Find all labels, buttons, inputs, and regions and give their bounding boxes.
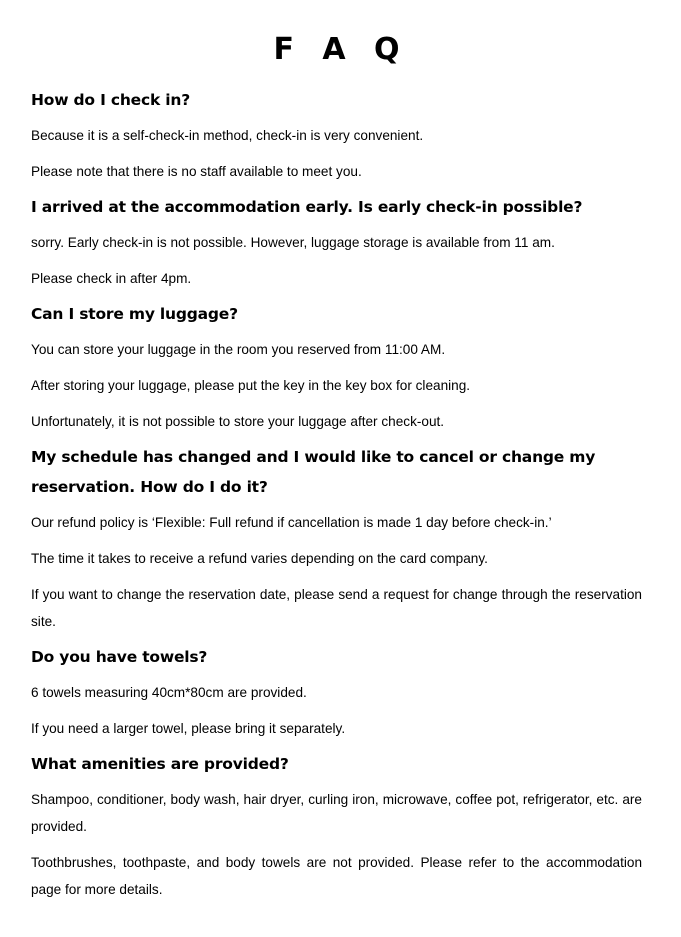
faq-answer: If you need a larger towel, please bring it separately.: [31, 721, 346, 736]
faq-item-luggage: [31, 299, 642, 435]
faq-answer: Because it is a self-check-in method, check-in is very convenient.: [31, 128, 424, 143]
faq-item-amenities: [31, 749, 642, 903]
faq-item-towels: [31, 642, 642, 742]
faq-answer: If you want to change the reservation date, please send a request for change through the reservation site.: [31, 587, 642, 629]
faq-question: Do you have towels?: [31, 648, 208, 666]
faq-answer: Toothbrushes, toothpaste, and body towels are not provided. Please refer to the accommodation page for more details.: [31, 855, 642, 897]
faq-answer: Unfortunately, it is not possible to store your luggage after check-out.: [31, 414, 445, 429]
faq-answer: Please check in after 4pm.: [31, 271, 192, 286]
faq-question: How do I check in?: [31, 91, 191, 109]
faq-answer: After storing your luggage, please put the key in the key box for cleaning.: [31, 378, 471, 393]
faq-question: What amenities are provided?: [31, 755, 289, 773]
page-title: F A Q: [273, 32, 409, 67]
faq-item-cancel-change: [31, 442, 642, 635]
faq-answer: Shampoo, conditioner, body wash, hair dryer, curling iron, microwave, coffee pot, refrigerator, etc. are provided.: [31, 792, 642, 834]
faq-answer: sorry. Early check-in is not possible. However, luggage storage is available from 11 am.: [31, 235, 555, 250]
faq-answer: You can store your luggage in the room you reserved from 11:00 AM.: [31, 342, 446, 357]
faq-answer: Please note that there is no staff available to meet you.: [31, 164, 362, 179]
faq-question: My schedule has changed and I would like to cancel or change my reservation. How do I do it?: [31, 448, 596, 496]
faq-question: I arrived at the accommodation early. Is early check-in possible?: [31, 198, 583, 216]
faq-question: Can I store my luggage?: [31, 305, 238, 323]
faq-answer: Our refund policy is ‘Flexible: Full refund if cancellation is made 1 day before check-in.’: [31, 515, 552, 530]
faq-answer: The time it takes to receive a refund varies depending on the card company.: [31, 551, 488, 566]
faq-item-early-check-in: [31, 192, 642, 292]
faq-item-check-in: [31, 85, 642, 185]
faq-answer: 6 towels measuring 40cm*80cm are provided.: [31, 685, 307, 700]
